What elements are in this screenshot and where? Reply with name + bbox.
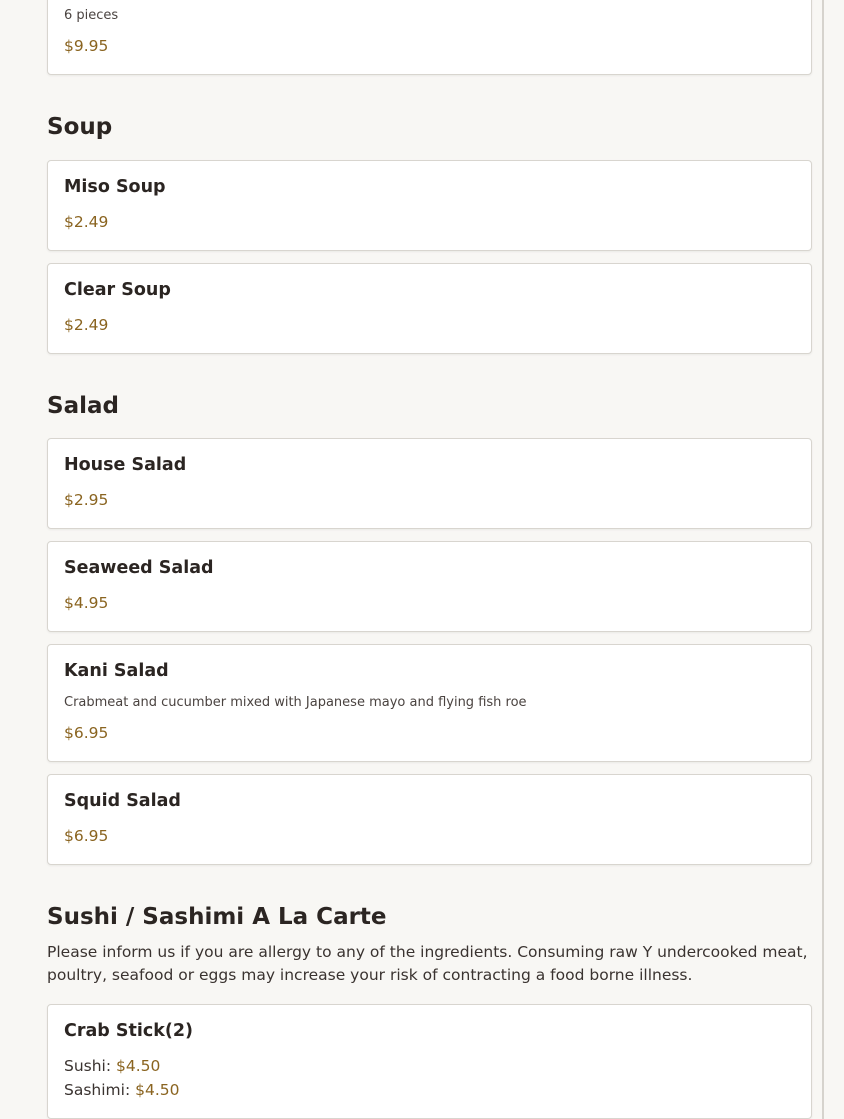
item-price: $4.95 [64,594,109,612]
item-description: Crabmeat and cucumber mixed with Japanese mayo and flying fish roe [64,695,527,710]
item-name: Squid Salad [64,791,181,811]
menu-item-card[interactable] [47,0,812,75]
menu-item-card[interactable] [47,263,812,354]
section-title-soup: Soup [47,114,113,140]
item-name: Kani Salad [64,661,169,681]
item-price: $9.95 [64,37,109,55]
section-title-salad: Salad [47,393,119,419]
menu-item-card[interactable] [47,774,812,865]
item-name: Clear Soup [64,280,171,300]
scrollbar-track[interactable] [822,0,824,1119]
menu-item-card[interactable] [47,644,812,762]
item-name: Miso Soup [64,177,166,197]
menu-item-card[interactable] [47,160,812,251]
item-price: $4.50 [116,1057,161,1075]
price-line-sushi [64,1057,160,1075]
item-price: $2.49 [64,213,109,231]
item-description: 6 pieces [64,8,119,23]
price-label: Sushi: [64,1057,112,1075]
item-name: Crab Stick(2) [64,1021,194,1041]
price-label: Sashimi: [64,1081,131,1099]
item-price: $4.50 [135,1081,180,1099]
item-price: $2.95 [64,491,109,509]
menu-item-card[interactable] [47,541,812,632]
menu-item-card[interactable] [47,438,812,529]
section-title-sushi: Sushi / Sashimi A La Carte [47,904,387,930]
item-price: $2.49 [64,316,109,334]
allergy-note: Please inform us if you are allergy to any of the ingredients. Consuming raw Y undercooked meat, poultry, seafood or eggs may increase your risk of contracting a food borne illness. [47,943,808,984]
item-price: $6.95 [64,724,109,742]
price-line-sashimi [64,1081,179,1099]
item-name: Seaweed Salad [64,558,214,578]
menu-item-card[interactable] [47,1004,812,1119]
item-name: House Salad [64,455,187,475]
item-price: $6.95 [64,827,109,845]
